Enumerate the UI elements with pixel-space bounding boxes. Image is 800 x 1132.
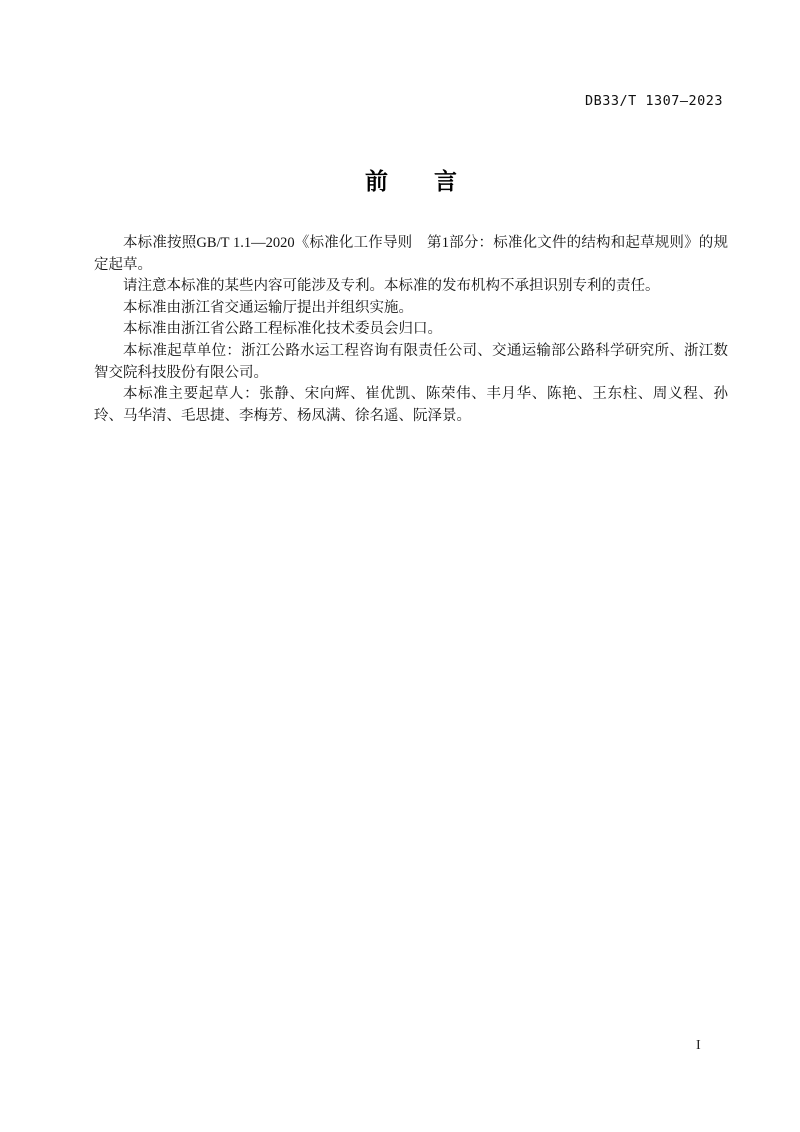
foreword-title: 前 言 (365, 168, 457, 194)
page-number: I (696, 1038, 701, 1053)
standard-number-header: DB33/T 1307—2023 (584, 93, 723, 109)
foreword-body (94, 233, 728, 427)
foreword-paragraph-drafters: 本标准主要起草人：张静、宋向辉、崔优凯、陈荣伟、丰月华、陈艳、王东柱、周义程、孙玲、马华清、毛思捷、李梅芳、杨凤满、徐名遥、阮泽景。 (94, 386, 728, 424)
foreword-paragraph-proposer: 本标准由浙江省交通运输厅提出并组织实施。 (123, 299, 413, 316)
foreword-paragraph-basis: 本标准按照GB/T 1.1—2020《标准化工作导则 第1部分：标准化文件的结构和起草规则》的规定起草。 (94, 235, 728, 273)
foreword-paragraph-committee: 本标准由浙江省公路工程标准化技术委员会归口。 (123, 321, 442, 338)
foreword-paragraph-drafting-units: 本标准起草单位：浙江公路水运工程咨询有限责任公司、交通运输部公路科学研究所、浙江数智交院科技股份有限公司。 (94, 342, 728, 381)
foreword-paragraph-patent-notice: 请注意本标准的某些内容可能涉及专利。本标准的发布机构不承担识别专利的责任。 (123, 278, 660, 295)
